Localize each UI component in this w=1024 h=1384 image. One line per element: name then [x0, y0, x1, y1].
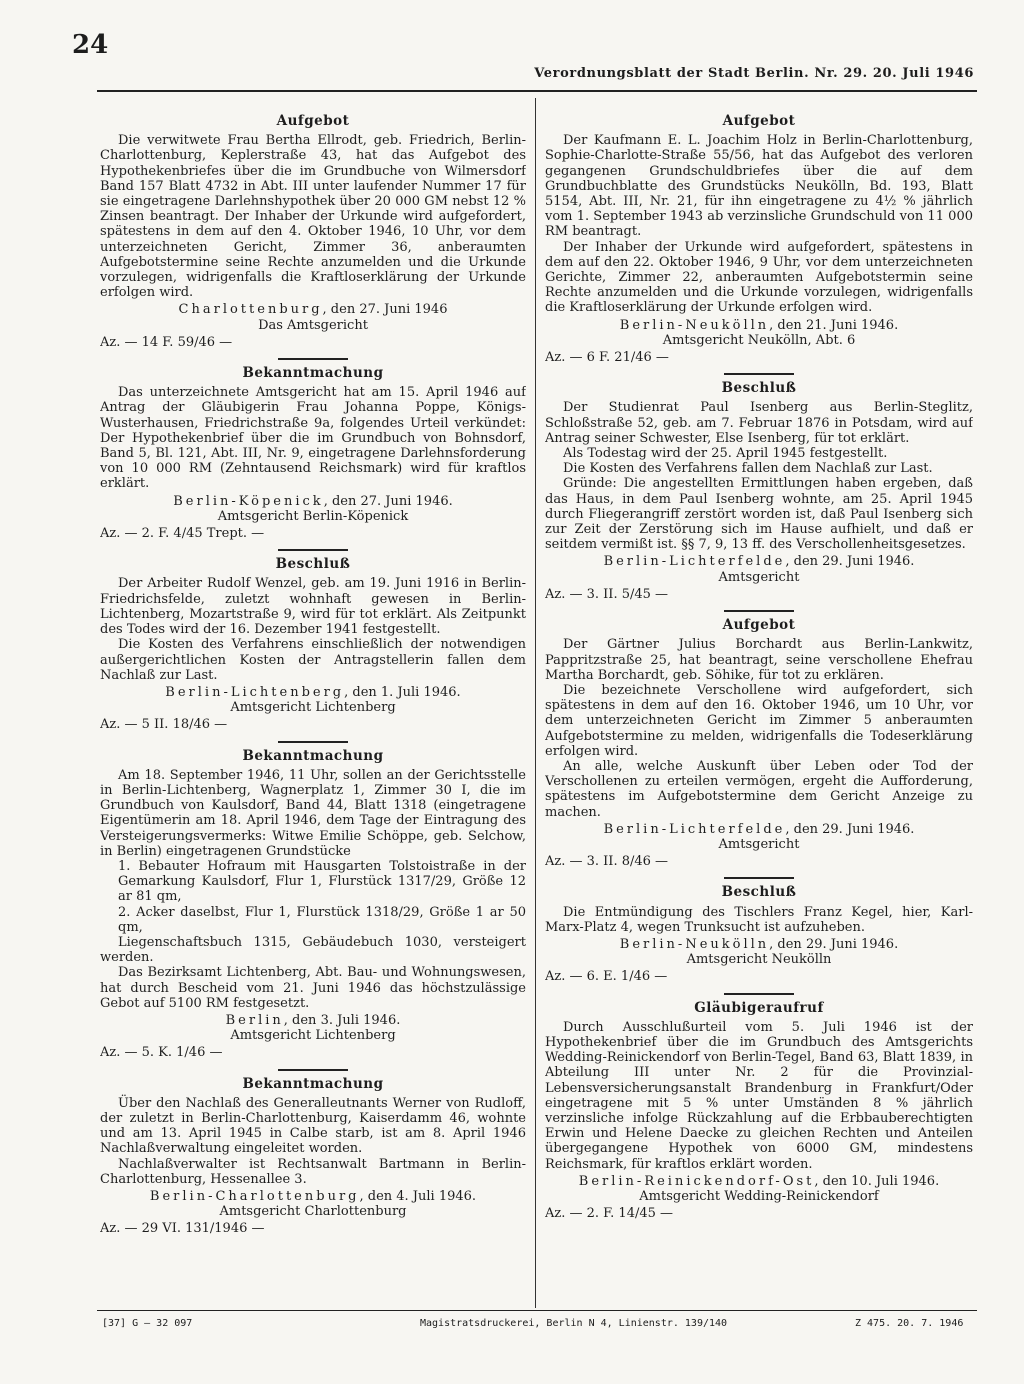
file-reference: Az. — 2. F. 14/45 —: [545, 1206, 674, 1222]
issue-date: , den 21. Juni 1946.: [769, 317, 899, 333]
issue-date: , den 3. Juli 1946.: [283, 1012, 401, 1028]
place-name: Berlin-Charlottenburg: [149, 1189, 360, 1204]
file-reference: Az. — 2. F. 4/45 Trept. —: [100, 526, 265, 542]
file-reference: Az. — 29 VI. 131/1946 —: [100, 1221, 265, 1237]
issue-date: , den 1. Juli 1946.: [344, 684, 461, 700]
issuing-court: Amtsgericht Lichtenberg: [230, 700, 396, 716]
issuing-court: Amtsgericht Berlin-Köpenick: [217, 508, 409, 524]
place-date-line: [100, 1013, 526, 1028]
notice: [545, 381, 973, 602]
notice-title: Aufgebot: [276, 113, 350, 129]
notice-paragraph: Die Kosten des Verfahrens einschließlich der notwendigen außergerichtlichen Kosten der Antragstellerin fallen dem Nachlaß zur Last.: [100, 637, 526, 683]
place-name: Berlin-Neukölln: [619, 936, 770, 952]
notice-title: Beschluß: [721, 884, 797, 901]
notice-paragraph: Als Todestag wird der 25. April 1945 festgestellt.: [563, 446, 888, 462]
notice-paragraph: Der Gärtner Julius Borchardt aus Berlin-Lankwitz, Pappritzstraße 25, hat beantragt, seine verschollene Ehefrau Martha Borchardt, geb. Söhike, für tot zu erklären.: [545, 637, 973, 683]
notice-paragraph: Der Inhaber der Urkunde wird aufgefordert, spätestens in dem auf den 22. Oktober 1946, 9 Uhr, vor dem unterzeichneten Gerichte, Zimmer 22, anberaumten Aufgebotstermin seine Rechte anzumelden und die Urkunde vorzulegen, widrigenfalls die Kraftloserklärung der Urkunde erfolgen wird.: [545, 239, 973, 316]
footer-print-code: [37] G — 32 097: [102, 1318, 193, 1329]
notice: [100, 749, 526, 1061]
issuing-court: Amtsgericht Neukölln, Abt. 6: [662, 332, 856, 348]
issue-date: , den 10. Juli 1946.: [814, 1173, 940, 1189]
issuing-court: Amtsgericht Neukölln: [686, 952, 832, 968]
notice: [545, 1001, 973, 1222]
issue-date: , den 29. Juni 1946.: [785, 554, 915, 570]
notice-paragraph: Über den Nachlaß des Generalleutnants Werner von Rudloff, der zuletzt in Berlin-Charlottenburg, Kaiserdamm 46, wohnte und am 13. April 1945 in Calbe starb, ist am 8. April 1946 Nachlaßverwaltung eingeleitet worden.: [100, 1095, 526, 1157]
place-date-line: [545, 937, 973, 952]
place-date-line: [100, 494, 526, 509]
footer-issue-code: Z 475. 20. 7. 1946: [855, 1318, 964, 1329]
notice-paragraph: Am 18. September 1946, 11 Uhr, sollen an der Gerichtsstelle in Berlin-Lichtenberg, Wagnerplatz 1, Zimmer 30 I, die im Grundbuch von Kaulsdorf, Band 44, Blatt 1318 (eingetragene Eigentümerin am 18. April 1946, dem Tage der Eintragung des Versteigerungsvermerks: Witwe Emilie Schöppe, geb. Selchow, in Berlin) eingetragenen Grundstücke: [100, 767, 526, 859]
file-reference: Az. — 5 II. 18/46 —: [100, 717, 228, 733]
file-reference: Az. — 3. II. 8/46 —: [545, 854, 669, 870]
footer-rule: [97, 1310, 977, 1311]
file-reference: Az. — 5. K. 1/46 —: [100, 1045, 223, 1061]
notice-title: Bekanntmachung: [242, 1075, 384, 1092]
place-name: Berlin-Neukölln: [619, 317, 770, 333]
notice: [100, 1077, 526, 1237]
notice-paragraph: Durch Ausschlußurteil vom 5. Juli 1946 ist der Hypothekenbrief über die im Grundbuch des Amtsgerichts Wedding-Reinickendorf von Berlin-Tegel, Band 63, Blatt 1839, in Abteilung III unter Nr. 2 für die Provinzial-Lebensversicherungsanstalt Brandenburg in Frankfurt/Oder eingetragene mit 5 % unter Umständen 8 % jährlich verzinsliche infolge Rückzahlung auf die Erbbauberechtigten Erwin und Helene Daecke zu gleichen Rechten und Anteilen übergegangene Hypothek von 6000 GM, mindestens Reichsmark, für kraftlos erklärt worden.: [545, 1019, 973, 1172]
notice-paragraph: Der Studienrat Paul Isenberg aus Berlin-Steglitz, Schloßstraße 52, geb. am 7. Februar 1876 in Potsdam, wird auf Antrag seiner Schwester, Else Isenberg, für tot erklärt.: [545, 400, 973, 446]
issue-date: , den 29. Juni 1946.: [785, 821, 915, 837]
issuing-court: Amtsgericht Wedding-Reinickendorf: [639, 1189, 879, 1204]
place-name: Berlin-Köpenick: [173, 493, 324, 509]
place-name: Berlin-Lichterfelde: [603, 554, 786, 570]
issuing-court: Amtsgericht Charlottenburg: [219, 1204, 407, 1220]
place-name: Berlin-Lichterfelde: [603, 821, 786, 837]
notice-paragraph: Nachlaßverwalter ist Rechtsanwalt Bartmann in Berlin-Charlottenburg, Hessenallee 3.: [100, 1156, 526, 1187]
notice-paragraph: Gründe: Die angestellten Ermittlungen haben ergeben, daß das Haus, in dem Paul Isenberg wohnte, am 25. April 1945 durch Fliegerangriff zerstört worden ist, daß Paul Isenberg sich zur Zeit der Zerstörung sich im Hause aufhielt, und daß er seitdem vermißt ist. §§ 7, 9, 13 ff. des Verschollenheitsgesetzes.: [545, 476, 973, 553]
file-reference: Az. — 6 F. 21/46 —: [545, 350, 669, 366]
notice-title: Aufgebot: [722, 113, 796, 129]
notice-paragraph: Die Kosten des Verfahrens fallen dem Nachlaß zur Last.: [563, 461, 933, 477]
file-reference: Az. — 3. II. 5/45 —: [545, 586, 669, 602]
footer-printer: Magistratsdruckerei, Berlin N 4, Linienstr. 139/140: [420, 1318, 728, 1329]
left-column: [100, 108, 526, 1268]
right-column: [545, 108, 973, 1268]
place-name: Berlin: [225, 1012, 284, 1028]
section-separator: [278, 358, 348, 360]
parcel-list: [118, 859, 526, 935]
notice-title: Aufgebot: [722, 617, 796, 634]
section-separator: [724, 610, 794, 612]
notice-paragraph: Das Bezirksamt Lichtenberg, Abt. Bau- und Wohnungswesen, hat durch Bescheid vom 21. Juni 1946 das höchstzulässige Gebot auf 5100 RM festgesetzt.: [100, 965, 526, 1011]
issuing-court: Amtsgericht: [718, 569, 800, 585]
section-separator: [278, 549, 348, 551]
notice-title: Beschluß: [721, 380, 797, 397]
notice: [545, 114, 973, 365]
notice-paragraph: Das unterzeichnete Amtsgericht hat am 15. April 1946 auf Antrag der Gläubigerin Frau Johanna Poppe, Königs-Wusterhausen, Friedrichstraße 9a, folgendes Urteil verkündet: Der Hypothekenbrief über die im Grundbuch von Bohnsdorf, Band 5, Bl. 121, Abt. III, Nr. 9, eingetragene Darlehnsforderung von 10 000 RM (Zehntausend Reichsmark) wird für kraftlos erklärt.: [100, 385, 526, 492]
place-date-line: [100, 302, 526, 317]
notice-paragraph: Der Kaufmann E. L. Joachim Holz in Berlin-Charlottenburg, Sophie-Charlotte-Straße 55/56, hat das Aufgebot des verloren gegangenen Grundschuldbriefes über die auf dem Grundbuchblatte des Grundstücks Neukölln, Bd. 193, Blatt 5154, Abt. III, Nr. 21, für ihn eingetragene zu 4½ % jährlich vom 1. September 1943 ab verzinsliche Grundschuld von 11 000 RM beantragt.: [545, 133, 973, 240]
notice: [545, 885, 973, 984]
place-date-line: [545, 1174, 973, 1189]
place-date-line: [100, 685, 526, 700]
notice-title: Bekanntmachung: [242, 365, 384, 382]
file-reference: Az. — 14 F. 59/46 —: [100, 334, 233, 350]
place-date-line: [545, 822, 973, 837]
notice: [545, 618, 973, 869]
section-separator: [724, 993, 794, 995]
issuing-court: Das Amtsgericht: [258, 317, 368, 333]
notice-paragraph: An alle, welche Auskunft über Leben oder Tod der Verschollenen zu erteilen vermögen, ergeht die Aufforderung, spätestens im Aufgebotstermine dem Gericht Anzeige zu machen.: [545, 758, 973, 820]
section-separator: [278, 741, 348, 743]
parcel-item: 1. Bebauter Hofraum mit Hausgarten Tolstoistraße in der Gemarkung Kaulsdorf, Flur 1, Flurstück 1317/29, Größe 12 ar 81 qm,: [118, 858, 526, 905]
section-separator: [724, 373, 794, 375]
place-name: Berlin-Lichtenberg: [165, 684, 345, 700]
notice-paragraph: Liegenschaftsbuch 1315, Gebäudebuch 1030, versteigert werden.: [100, 934, 526, 966]
column-divider: [535, 98, 536, 1308]
notice-paragraph: Die Entmündigung des Tischlers Franz Kegel, hier, Karl-Marx-Platz 4, wegen Trunksucht ist aufzuheben.: [545, 904, 973, 935]
section-separator: [278, 1069, 348, 1071]
place-date-line: [545, 318, 973, 333]
issuing-court: Amtsgericht: [718, 836, 800, 852]
issue-date: , den 27. Juni 1946.: [323, 493, 453, 509]
notice-title: Gläubigeraufruf: [694, 999, 824, 1016]
parcel-item: 2. Acker daselbst, Flur 1, Flurstück 1318/29, Größe 1 ar 50 qm,: [118, 904, 526, 935]
file-reference: Az. — 6. E. 1/46 —: [545, 969, 668, 985]
place-name: Charlottenburg: [178, 302, 323, 318]
page-number: 24: [72, 30, 109, 60]
place-date-line: [545, 554, 973, 569]
issue-date: , den 27. Juni 1946: [322, 302, 448, 318]
notice: [100, 114, 526, 350]
place-date-line: [100, 1189, 526, 1204]
notice-paragraph: Die bezeichnete Verschollene wird aufgefordert, sich spätestens in dem auf den 16. Oktober 1946, um 10 Uhr, vor dem unterzeichneten Gericht im Zimmer 5 anberaumten Aufgebotstermine zu melden, widrigenfalls die Todeserklärung erfolgen wird.: [545, 682, 973, 759]
notice-paragraph: Der Arbeiter Rudolf Wenzel, geb. am 19. Juni 1916 in Berlin-Friedrichsfelde, zuletzt wohnhaft gewesen in Berlin-Lichtenberg, Mozartstraße 9, wird für tot erklärt. Als Zeitpunkt des Todes wird der 16. Dezember 1941 festgestellt.: [100, 576, 526, 638]
issue-date: , den 29. Juni 1946.: [769, 936, 899, 952]
place-name: Berlin-Reinickendorf-Ost: [578, 1173, 815, 1189]
issuing-court: Amtsgericht Lichtenberg: [230, 1028, 396, 1044]
notice: [100, 557, 526, 732]
notice: [100, 366, 526, 541]
notice-title: Bekanntmachung: [242, 747, 384, 764]
page-header: Verordnungsblatt der Stadt Berlin. Nr. 29. 20. Juli 1946: [534, 66, 974, 81]
issue-date: , den 4. Juli 1946.: [359, 1189, 477, 1204]
notice-title: Beschluß: [275, 556, 351, 573]
section-separator: [724, 877, 794, 879]
notice-paragraph: Die verwitwete Frau Bertha Ellrodt, geb. Friedrich, Berlin-Charlottenburg, Keplerstraße 43, hat das Aufgebot des Hypothekenbriefes über die im Grundbuche von Wilmersdorf Band 157 Blatt 4732 in Abt. III unter laufender Nummer 17 für sie eingetragene Darlehnshypothek über 20 000 GM nebst 12 % Zinsen beantragt. Der Inhaber der Urkunde wird aufgefordert, spätestens in dem auf den 4. Oktober 1946, 10 Uhr, vor dem unterzeichneten Gericht, Zimmer 36, anberaumten Aufgebotstermine seine Rechte anzumelden und die Urkunde vorzulegen, widrigenfalls die Kraftloserklärung der Urkunde erfolgen wird.: [100, 133, 526, 301]
header-rule: [97, 90, 977, 92]
